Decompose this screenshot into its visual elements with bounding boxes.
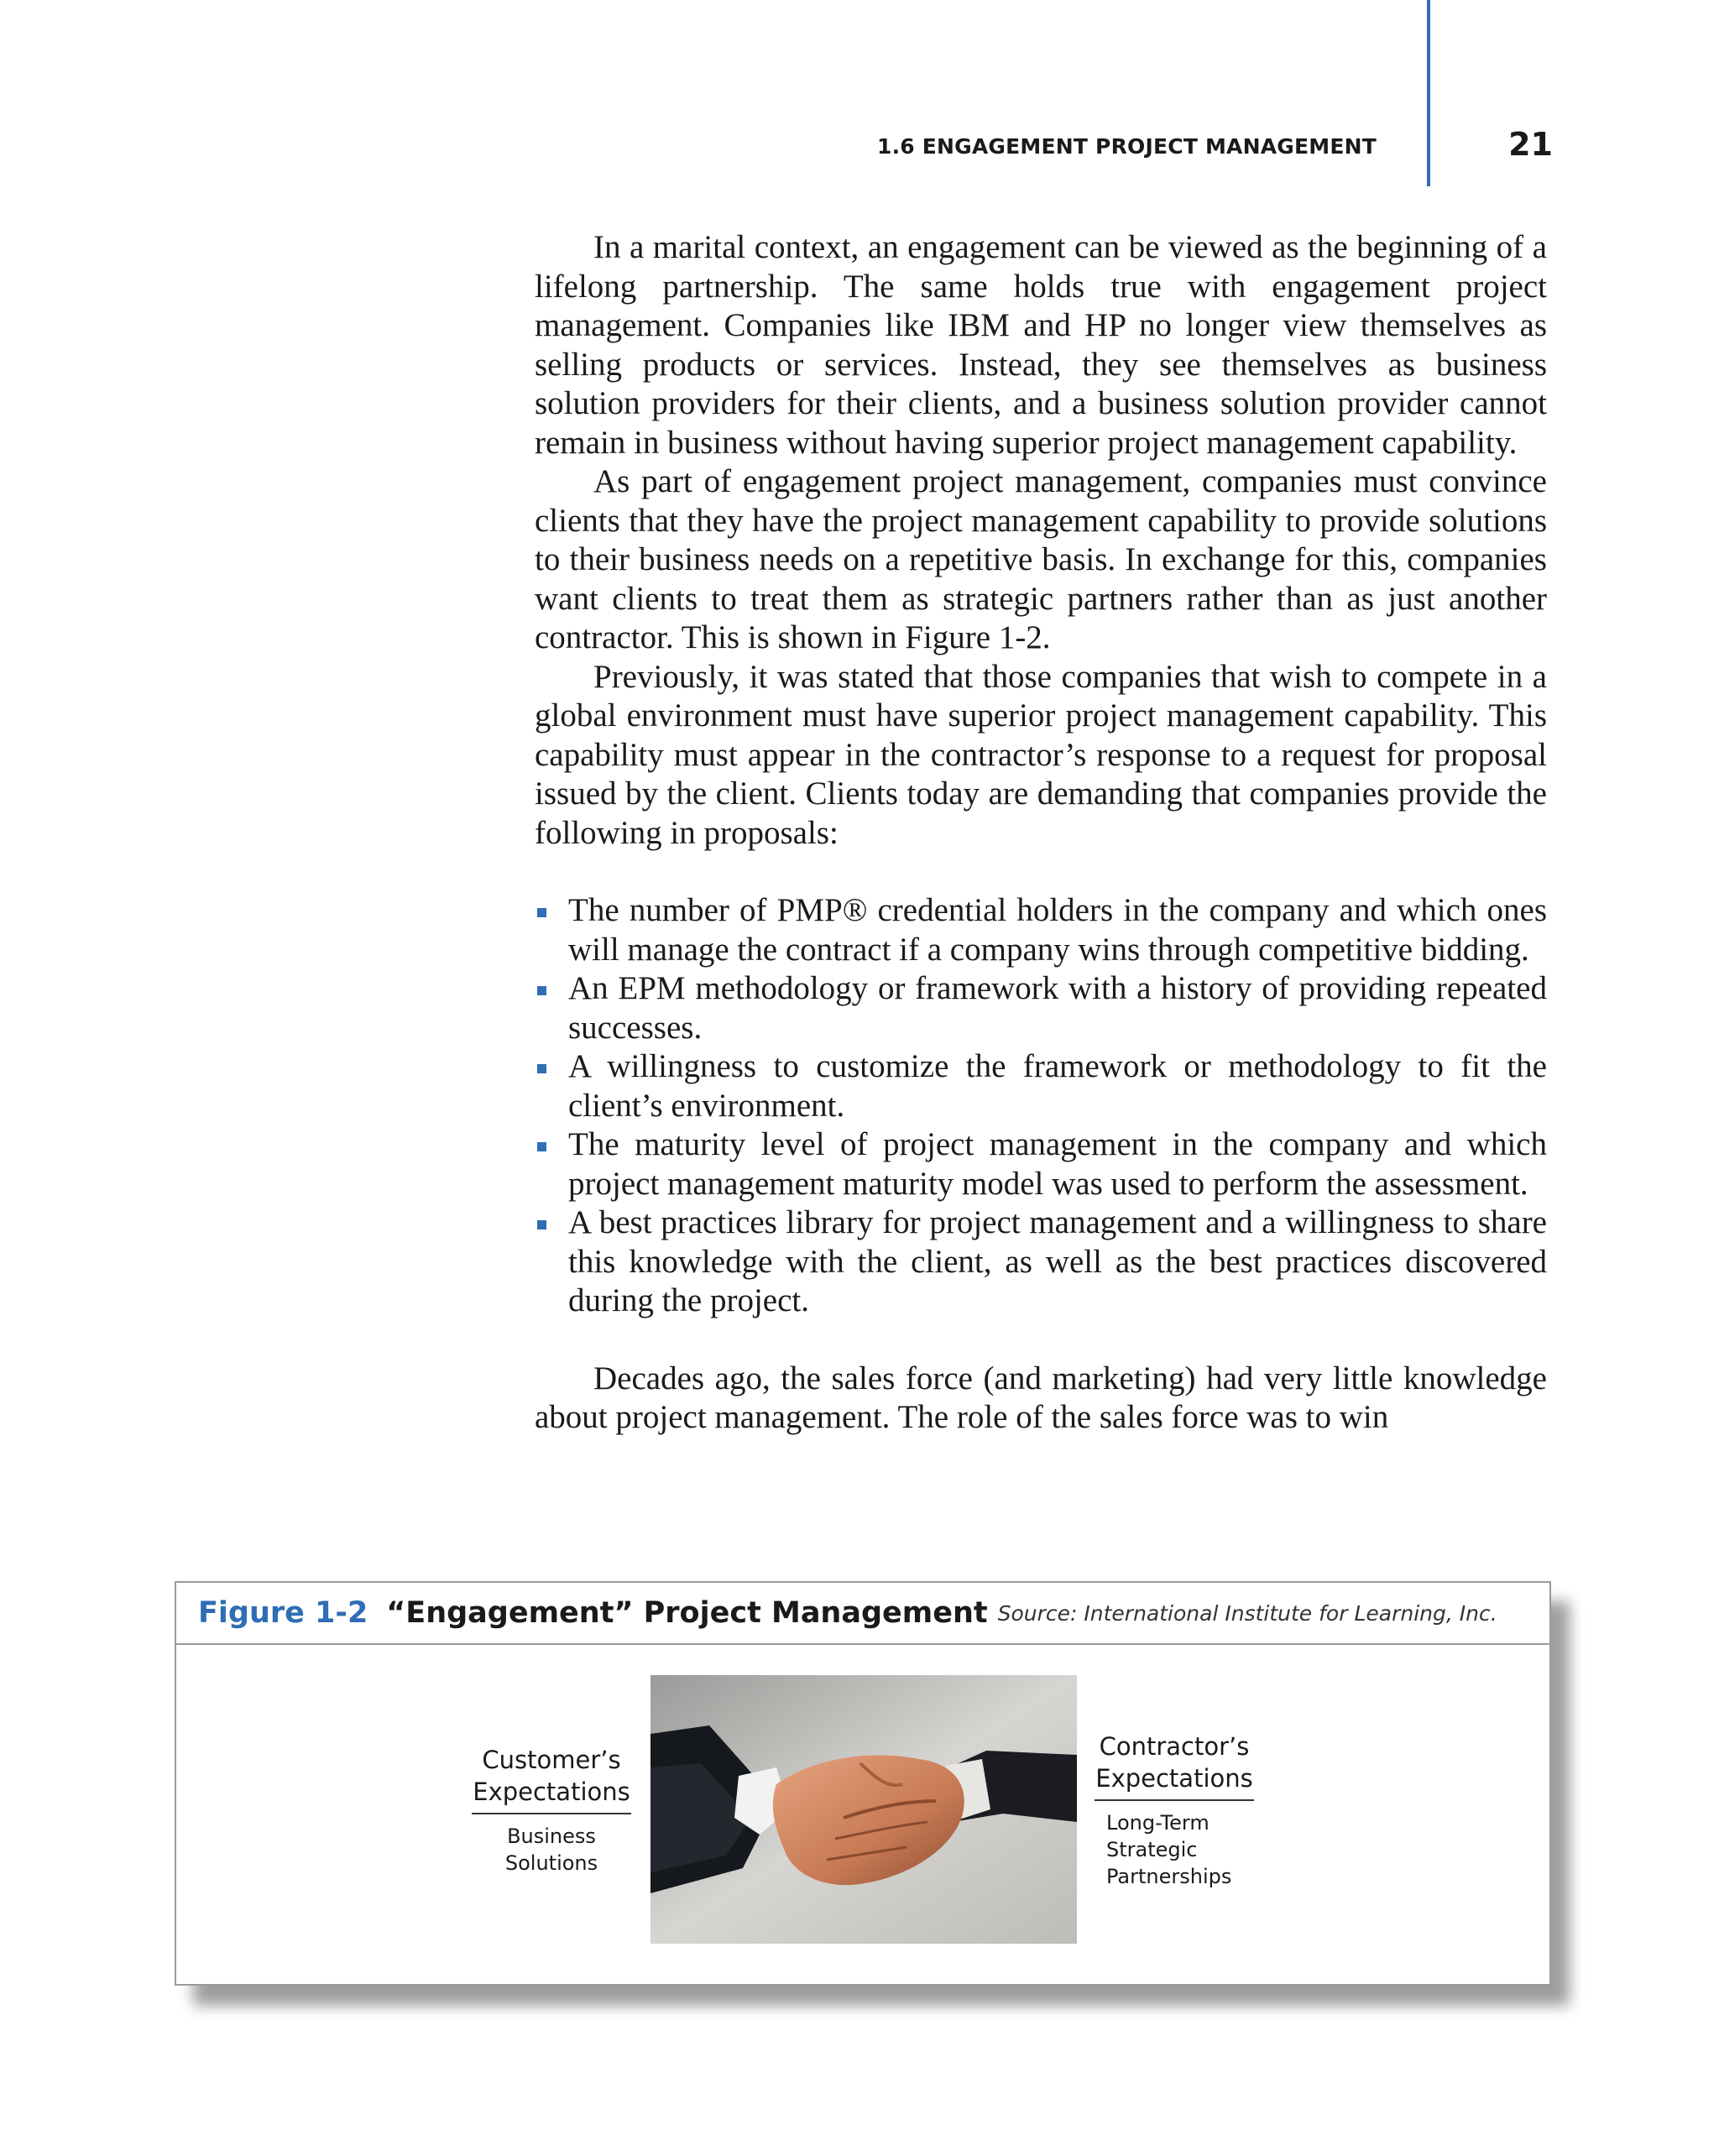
page-number: 21 xyxy=(1508,126,1553,163)
customer-expectations-label xyxy=(472,1744,631,1877)
contractor-expectations-label xyxy=(1095,1731,1254,1890)
contractor-heading: Contractor’s Expectations xyxy=(1095,1731,1254,1801)
body-text xyxy=(535,228,1547,1438)
running-head: 1.6 ENGAGEMENT PROJECT MANAGEMENT xyxy=(876,134,1377,159)
paragraph: In a marital context, an engagement can be viewed as the beginning of a lifelong partnership. The same holds true with engagement project management. Companies like IBM and HP no longer view themselves as selling products or services. Instead, they see themselves as business solution providers for their clients, and a business solution provider cannot remain in business without having superior project management capability. xyxy=(535,229,1547,461)
bullet-list xyxy=(535,891,1547,1321)
figure xyxy=(175,1581,1551,1986)
bullet-icon xyxy=(537,908,546,917)
figure-source: Source: International Institute for Learning, Inc. xyxy=(997,1600,1497,1626)
bullet-icon xyxy=(537,986,546,995)
bullet-icon xyxy=(537,1064,546,1073)
list-item-text: An EPM methodology or framework with a history of providing repeated successes. xyxy=(568,970,1547,1046)
customer-heading: Customer’s Expectations xyxy=(472,1744,631,1814)
list-item-text: The number of PMP® credential holders in the company and which ones will manage the contract if a company wins through competitive bidding. xyxy=(568,892,1547,968)
header-divider xyxy=(1427,0,1430,186)
paragraph: Previously, it was stated that those companies that wish to compete in a global environment must have superior project management capability. This capability must appear in the contractor’s response to a request for proposal issued by the client. Clients today are demanding that companies provide the following in proposals: xyxy=(535,658,1547,851)
list-item xyxy=(535,1125,1547,1203)
list-item xyxy=(535,891,1547,969)
bullet-icon xyxy=(537,1142,546,1151)
list-item-text: A best practices library for project management and a willingness to share this knowledge with the client, as well as the best practices discovered during the project. xyxy=(568,1204,1547,1318)
list-item xyxy=(535,969,1547,1047)
bullet-icon xyxy=(537,1220,546,1229)
list-item-text: The maturity level of project management in the company and which project management maturity model was used to perform the assessment. xyxy=(568,1126,1547,1202)
figure-caption xyxy=(176,1583,1549,1645)
figure-number: Figure 1-2 xyxy=(198,1596,368,1630)
list-item xyxy=(535,1047,1547,1125)
list-item xyxy=(535,1203,1547,1321)
figure-title: “Engagement” Project Management xyxy=(386,1596,988,1630)
contractor-sub: Long-Term Strategic Partnerships xyxy=(1106,1811,1232,1888)
paragraph: As part of engagement project management, companies must convince clients that they have the project management capability to provide solutions to their business needs on a repetitive basis. In exchange for this, companies want clients to treat them as strategic partners rather than as just another contractor. This is shown in Figure 1-2. xyxy=(535,463,1547,655)
customer-sub: Business Solutions xyxy=(504,1825,598,1875)
paragraph: Decades ago, the sales force (and marketing) had very little knowledge about project management. The role of the sales force was to win xyxy=(535,1360,1547,1435)
list-item-text: A willingness to customize the framework or methodology to fit the client’s environment. xyxy=(568,1048,1547,1124)
handshake-image xyxy=(651,1675,1077,1944)
